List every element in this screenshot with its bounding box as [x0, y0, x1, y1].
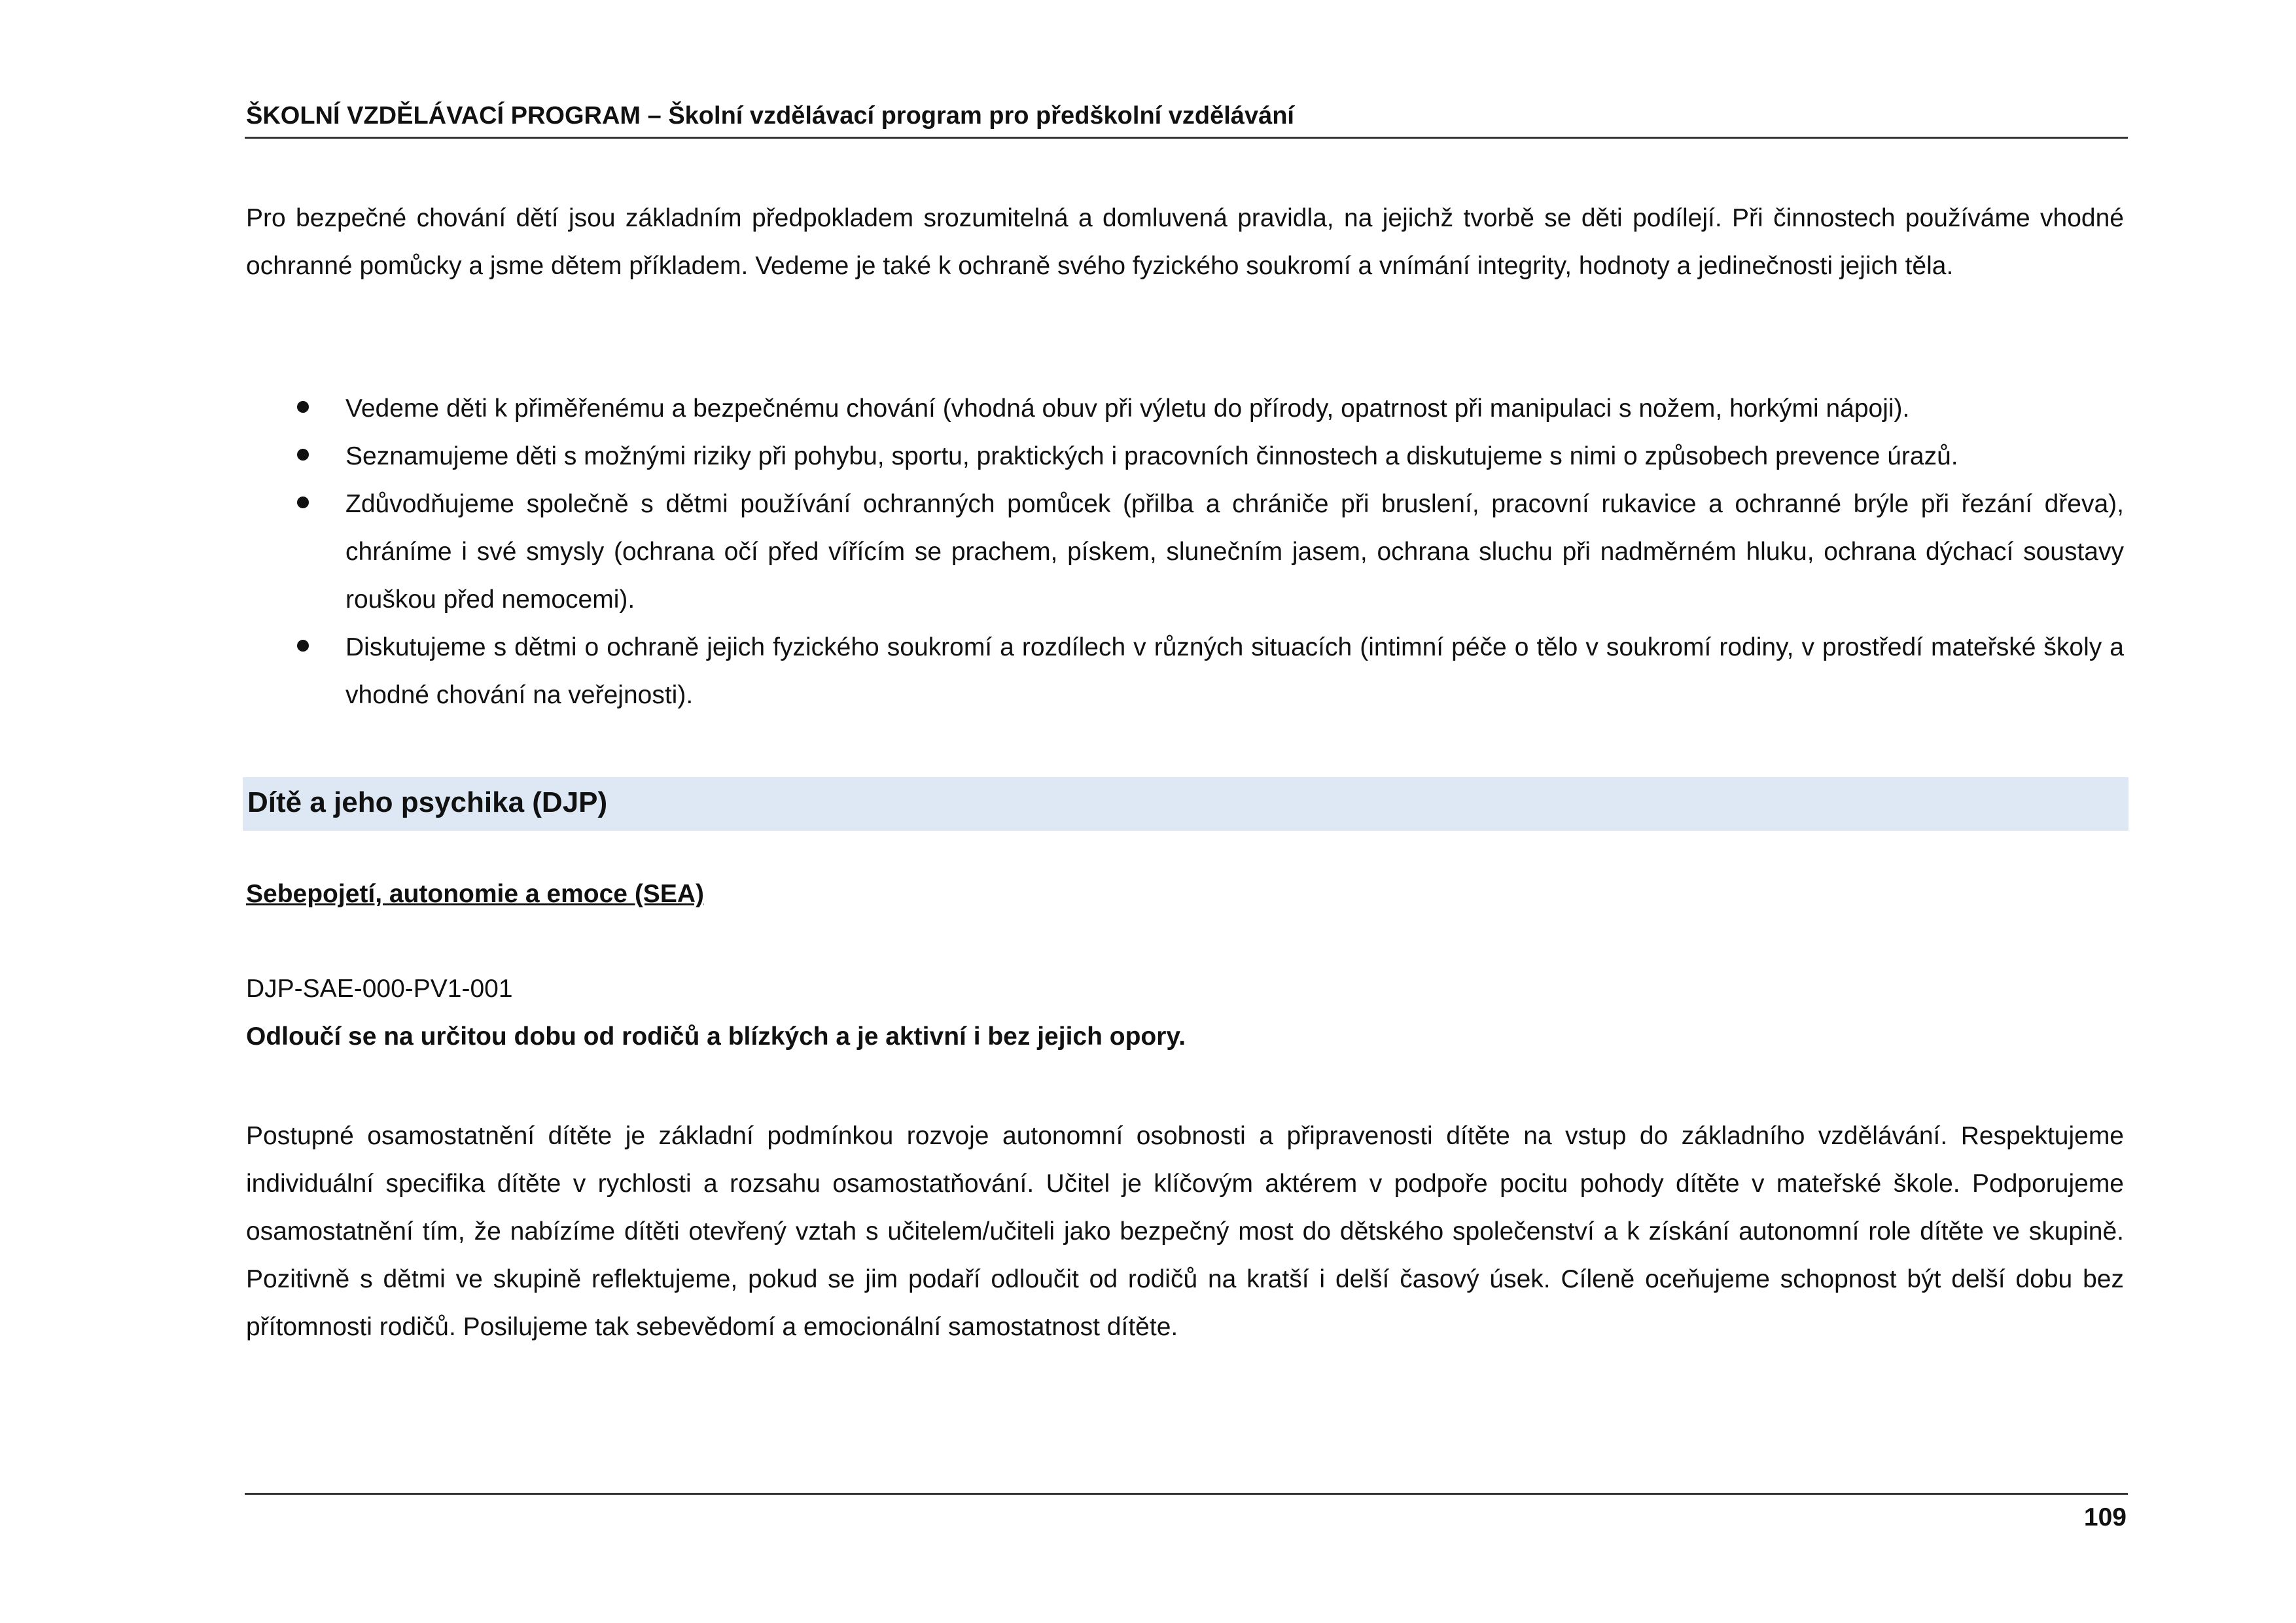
bullet-list: [246, 385, 2124, 719]
bullet-icon: [297, 497, 309, 508]
intro-paragraph: Pro bezpečné chování dětí jsou základním předpokladem srozumitelná a domluvená pravidla, na jejichž tvorbě se děti podílejí. Při činnostech používáme vhodné ochranné pomůcky a jsme dětem příkladem. Vedeme je také k ochraně svého fyzického soukromí a vnímání integrity, hodnoty a jedinečnosti jejich těla.: [246, 204, 2124, 280]
goal-paragraph: Postupné osamostatnění dítěte je základní podmínkou rozvoje autonomní osobnosti a připravenosti dítěte na vstup do základního vzdělávání. Respektujeme individuální specifika dítěte v rychlosti a rozsahu osamostatňování. Učitel je klíčovým aktérem v podpoře pocitu pohody dítěte v mateřské škole. Podporujeme osamostatnění tím, že nabízíme dítěti otevřený vztah s učitelem/učiteli jako bezpečný most do dětského společenství a k získání autonomní role dítěte ve skupině. Pozitivně s dětmi ve skupině reflektujeme, pokud se jim podaří odloučit od rodičů na kratší i delší časový úsek. Cíleně oceňujeme schopnost být delší dobu bez přítomnosti rodičů. Posilujeme tak sebevědomí a emocionální samostatnost dítěte.: [246, 1122, 2124, 1341]
list-item: [246, 385, 2124, 432]
bullet-icon: [297, 401, 309, 413]
list-item-text: Seznamujeme děti s možnými riziky při pohybu, sportu, praktických i pracovních činnostech a diskutujeme s nimi o způsobech prevence úrazů.: [345, 442, 1958, 470]
bullet-icon: [297, 640, 309, 652]
header-title: ŠKOLNÍ VZDĚLÁVACÍ PROGRAM – Školní vzdělávací program pro předškolní vzdělávání: [246, 102, 1294, 130]
section-heading-band: [243, 777, 2128, 831]
page-header: [245, 97, 2128, 139]
subsection-title: Sebepojetí, autonomie a emoce (SEA): [246, 880, 704, 908]
bullet-icon: [297, 449, 309, 461]
list-item: [246, 480, 2124, 623]
page-number: 109: [2083, 1503, 2127, 1531]
list-item: [246, 432, 2124, 480]
list-item-text: Zdůvodňujeme společně s dětmi používání ochranných pomůcek (přilba a chrániče při bruslení, pracovní rukavice a ochranné brýle při řezání dřeva), chráníme i své smysly (ochrana očí před vířícím se prachem, pískem, slunečním jasem, ochrana sluchu při nadměrném hluku, ochrana dýchací soustavy rouškou před nemocemi).: [345, 490, 2124, 614]
list-item: [246, 623, 2124, 719]
list-item-text: Vedeme děti k přiměřenému a bezpečnému chování (vhodná obuv při výletu do přírody, opatrnost při manipulaci s nožem, horkými nápoji).: [345, 394, 1910, 423]
footer-rule: [245, 1493, 2128, 1495]
section-title: Dítě a jeho psychika (DJP): [247, 786, 608, 818]
list-item-text: Diskutujeme s dětmi o ochraně jejich fyzického soukromí a rozdílech v různých situacích (intimní péče o tělo v soukromí rodiny, v prostředí mateřské školy a vhodné chování na veřejnosti).: [345, 633, 2124, 709]
goal-code: DJP-SAE-000-PV1-001: [246, 975, 513, 1003]
goal-statement: Odloučí se na určitou dobu od rodičů a blízkých a je aktivní i bez jejich opory.: [246, 1022, 1186, 1051]
